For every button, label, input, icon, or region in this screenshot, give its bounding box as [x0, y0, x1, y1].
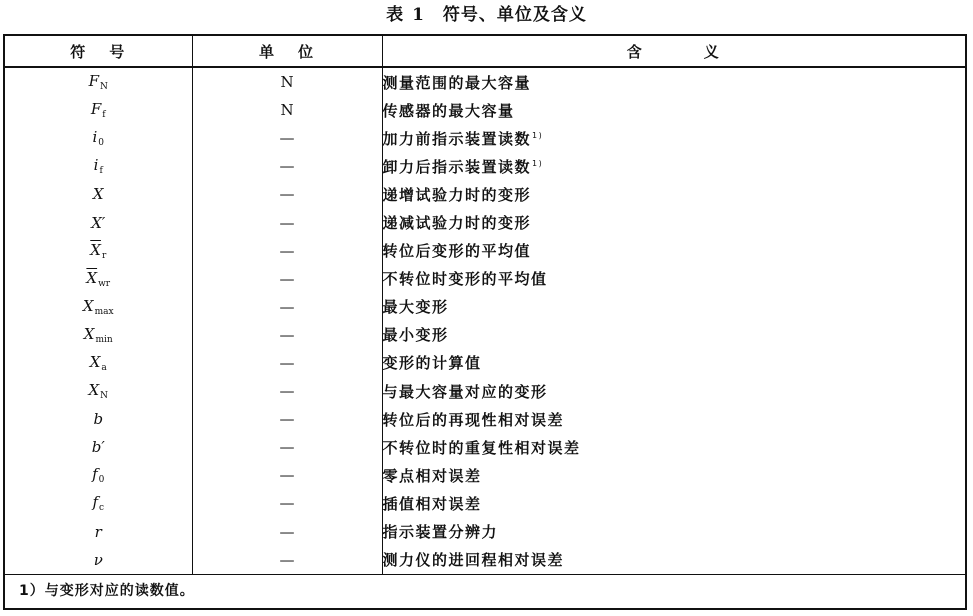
- unit-cell: —: [192, 265, 382, 293]
- symbol-cell: [5, 433, 192, 461]
- unit-cell: —: [192, 433, 382, 461]
- header-unit-char-2: 位: [298, 42, 316, 61]
- symbol-cell: [5, 489, 192, 517]
- meaning-text: 测量范围的最大容量: [382, 73, 532, 92]
- header-meaning-char-1: 含: [626, 42, 644, 61]
- table-row: [5, 461, 965, 489]
- meaning-text: 最大变形: [382, 298, 449, 317]
- meaning-cell: [382, 152, 965, 180]
- symbol-base: F: [88, 72, 100, 91]
- table-row: [5, 180, 965, 208]
- table-title-text: 符号、单位及含义: [442, 5, 587, 25]
- symbol-base: X: [83, 324, 95, 343]
- symbol-subscript: a: [101, 362, 107, 373]
- symbol-base: X: [82, 296, 94, 315]
- symbol-base: ν: [93, 550, 103, 569]
- symbol-subscript: 0: [98, 475, 105, 486]
- symbol-cell: [5, 546, 192, 575]
- table-row: [5, 237, 965, 265]
- meaning-cell: [382, 124, 965, 152]
- symbol-base: $\overline{X}$: [86, 268, 98, 287]
- unit-cell: —: [192, 461, 382, 489]
- meaning-cell: [382, 321, 965, 349]
- meaning-cell: [382, 293, 965, 321]
- meaning-text: 最小变形: [382, 326, 449, 345]
- meaning-text: 指示装置分辨力: [382, 523, 499, 542]
- unit-cell: —: [192, 293, 382, 321]
- table-row: [5, 265, 965, 293]
- table-row: [5, 349, 965, 377]
- symbol-base: f: [92, 465, 98, 484]
- table-row: [5, 405, 965, 433]
- unit-cell: —: [192, 349, 382, 377]
- meaning-text: 与最大容量对应的变形: [382, 382, 548, 401]
- table-body: [5, 67, 965, 574]
- table-row: [5, 124, 965, 152]
- symbol-base: i: [93, 156, 99, 175]
- table-row: [5, 293, 965, 321]
- table-title-number: 1: [412, 5, 425, 25]
- unit-cell: —: [192, 321, 382, 349]
- symbol-base: $\overline{X}$: [90, 240, 101, 259]
- meaning-text: 递增试验力时的变形: [382, 185, 532, 204]
- unit-cell: —: [192, 377, 382, 405]
- symbol-cell: [5, 377, 192, 405]
- meaning-cell: [382, 518, 965, 546]
- meaning-text: 卸力后指示装置读数: [382, 157, 532, 176]
- header-symbol-char-2: 号: [109, 42, 127, 61]
- symbol-subscript: max: [94, 306, 114, 317]
- symbol-base: b′: [91, 438, 105, 457]
- symbol-subscript: 0: [98, 138, 105, 149]
- header-meaning: [382, 36, 965, 67]
- symbol-base: F: [90, 100, 102, 119]
- unit-cell: N: [192, 96, 382, 124]
- meaning-cell: [382, 461, 965, 489]
- header-unit-char-1: 单: [258, 42, 276, 61]
- meaning-cell: [382, 208, 965, 236]
- meaning-cell: [382, 489, 965, 517]
- meaning-text: 插值相对误差: [382, 494, 482, 513]
- meaning-text: 转位后的再现性相对误差: [382, 410, 565, 429]
- table-row: [5, 433, 965, 461]
- table-row: [5, 67, 965, 96]
- meaning-cell: [382, 405, 965, 433]
- meaning-text: 加力前指示装置读数: [382, 129, 532, 148]
- meaning-text: 不转位时变形的平均值: [382, 270, 548, 289]
- unit-cell: —: [192, 237, 382, 265]
- symbol-cell: [5, 405, 192, 433]
- table-title-prefix: 表: [386, 5, 405, 25]
- meaning-text: 变形的计算值: [382, 354, 482, 373]
- header-symbol-char-1: 符: [70, 42, 88, 61]
- symbol-cell: [5, 518, 192, 546]
- footnote: 1）与变形对应的读数值。: [19, 583, 195, 599]
- unit-cell: —: [192, 518, 382, 546]
- unit-cell: —: [192, 405, 382, 433]
- table-title: [0, 2, 973, 28]
- table-row: [5, 321, 965, 349]
- meaning-cell: [382, 180, 965, 208]
- meaning-cell: [382, 265, 965, 293]
- symbol-base: X: [92, 185, 104, 204]
- footnote-marker: 1): [532, 130, 544, 140]
- table-row: [5, 152, 965, 180]
- symbol-subscript: r: [101, 250, 107, 261]
- symbol-cell: [5, 67, 192, 96]
- table-row: [5, 518, 965, 546]
- symbol-subscript: f: [102, 110, 106, 121]
- symbol-cell: [5, 237, 192, 265]
- meaning-cell: [382, 377, 965, 405]
- meaning-text: 传感器的最大容量: [382, 101, 515, 120]
- meaning-text: 零点相对误差: [382, 466, 482, 485]
- symbol-base: i: [92, 128, 98, 147]
- meaning-text: 测力仪的进回程相对误差: [382, 551, 565, 570]
- symbol-base: r: [94, 522, 102, 541]
- symbol-cell: [5, 265, 192, 293]
- meaning-cell: [382, 96, 965, 124]
- symbol-subscript: c: [99, 503, 105, 514]
- meaning-cell: [382, 546, 965, 575]
- symbol-cell: [5, 180, 192, 208]
- footnote-marker: 1): [532, 158, 544, 168]
- symbol-cell: [5, 208, 192, 236]
- meaning-text: 转位后变形的平均值: [382, 242, 532, 261]
- symbol-subscript: wr: [98, 278, 111, 289]
- table-row: [5, 489, 965, 517]
- unit-cell: —: [192, 489, 382, 517]
- meaning-text: 递减试验力时的变形: [382, 214, 532, 233]
- table-row: [5, 377, 965, 405]
- symbol-subscript: N: [100, 82, 108, 93]
- meaning-text: 不转位时的重复性相对误差: [382, 438, 581, 457]
- symbol-cell: [5, 293, 192, 321]
- symbol-cell: [5, 96, 192, 124]
- symbol-base: X: [88, 381, 100, 400]
- header-meaning-char-2: 义: [703, 42, 721, 61]
- symbol-subscript: N: [100, 391, 109, 402]
- symbol-cell: [5, 321, 192, 349]
- symbol-base: f: [92, 493, 98, 512]
- header-row: [5, 36, 965, 67]
- meaning-cell: [382, 433, 965, 461]
- symbol-base: X: [89, 352, 101, 371]
- table-row: [5, 546, 965, 575]
- table-row: [5, 96, 965, 124]
- meaning-cell: [382, 349, 965, 377]
- symbol-cell: [5, 124, 192, 152]
- unit-cell: N: [192, 67, 382, 96]
- symbol-cell: [5, 349, 192, 377]
- symbols-table: [5, 36, 965, 575]
- symbol-base: X′: [91, 213, 106, 232]
- unit-cell: —: [192, 208, 382, 236]
- symbol-subscript: min: [95, 334, 113, 345]
- meaning-cell: [382, 67, 965, 96]
- symbol-cell: [5, 152, 192, 180]
- header-symbol: [5, 36, 192, 67]
- unit-cell: —: [192, 152, 382, 180]
- symbol-cell: [5, 461, 192, 489]
- unit-cell: —: [192, 546, 382, 575]
- header-unit: [192, 36, 382, 67]
- unit-cell: —: [192, 180, 382, 208]
- symbol-subscript: f: [99, 166, 103, 177]
- symbol-base: b: [93, 410, 104, 429]
- table-row: [5, 208, 965, 236]
- unit-cell: —: [192, 124, 382, 152]
- meaning-cell: [382, 237, 965, 265]
- table-frame: [3, 34, 967, 610]
